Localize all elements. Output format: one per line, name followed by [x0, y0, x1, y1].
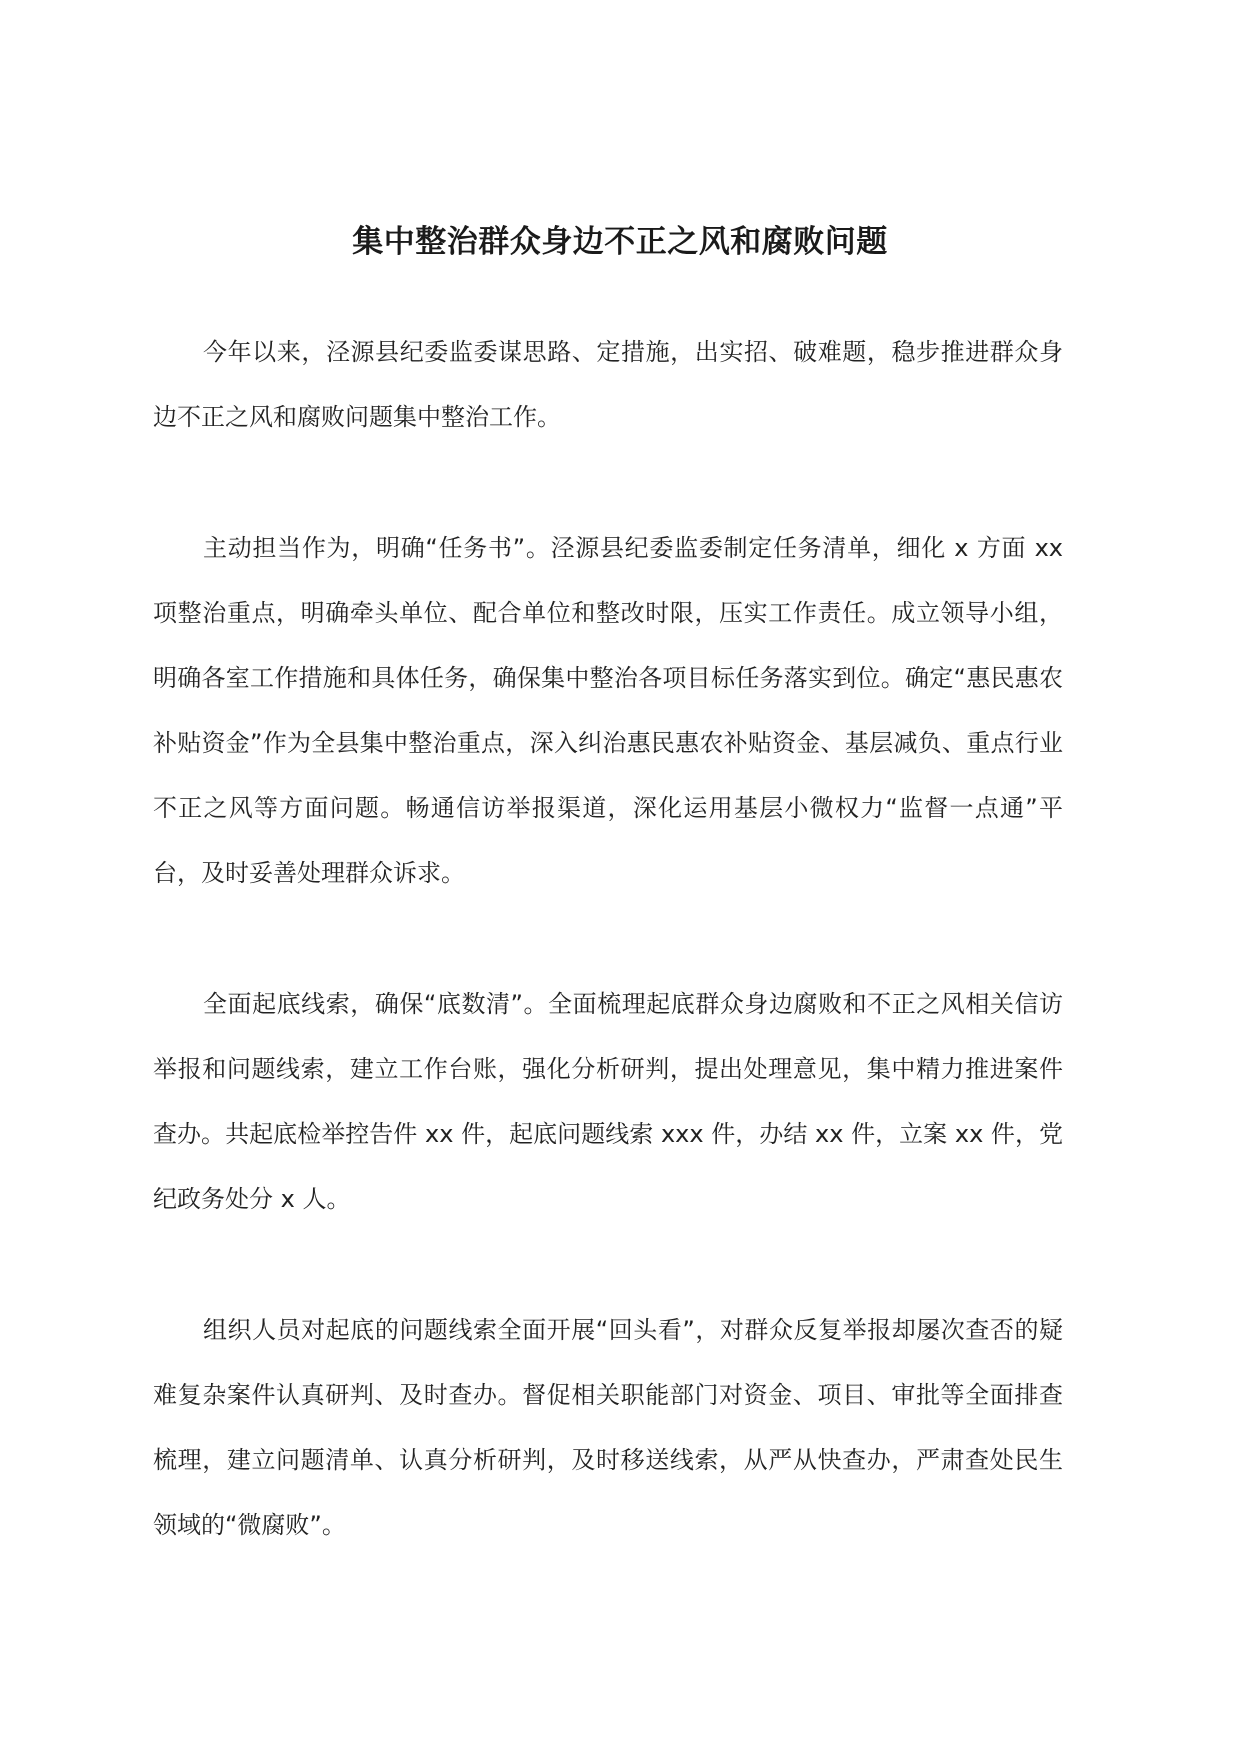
document-body — [153, 320, 1063, 1558]
paragraph-intro: 今年以来，泾源县纪委监委谋思路、定措施，出实招、破难题，稳步推进群众身边不正之风和腐败问题集中整治工作。 — [153, 338, 1063, 431]
paragraph-task-list: 主动担当作为，明确“任务书”。泾源县纪委监委制定任务清单，细化 x 方面 xx 项整治重点，明确牵头单位、配合单位和整改时限，压实工作责任。成立领导小组，明确各室工作措施和具体任务，确保集中整治各项目标任务落实到位。确定“惠民惠农补贴资金”作为全县集中整治重点，深入纠治惠民惠农补贴资金、基层减负、重点行业不正之风等方面问题。畅通信访举报渠道，深化运用基层小微权力“监督一点通”平台，及时妥善处理群众诉求。 — [153, 534, 1063, 887]
paragraph-clue-review: 全面起底线索，确保“底数清”。全面梳理起底群众身边腐败和不正之风相关信访举报和问题线索，建立工作台账，强化分析研判，提出处理意见，集中精力推进案件查办。共起底检举控告件 xx 件，起底问题线索 xxx 件，办结 xx 件，立案 xx 件，党纪政务处分 x 人。 — [153, 990, 1063, 1213]
document-title: 集中整治群众身边不正之风和腐败问题 — [352, 224, 888, 260]
paragraph-look-back: 组织人员对起底的问题线索全面开展“回头看”，对群众反复举报却屡次查否的疑难复杂案件认真研判、及时查办。督促相关职能部门对资金、项目、审批等全面排查梳理，建立问题清单、认真分析研判，及时移送线索，从严从快查办，严肃查处民生领域的“微腐败”。 — [153, 1316, 1063, 1539]
